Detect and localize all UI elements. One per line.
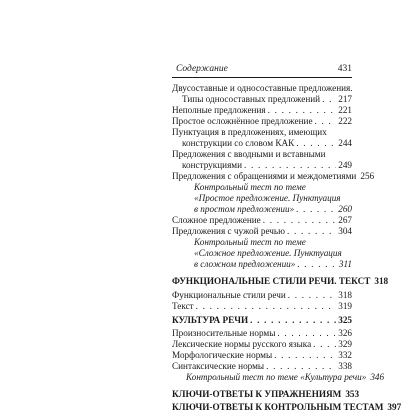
toc-entry bbox=[172, 105, 352, 116]
toc-entry-page: 318 bbox=[374, 276, 389, 286]
toc-entry-page: 397 bbox=[387, 402, 402, 412]
toc-entry bbox=[182, 160, 352, 171]
toc-entry bbox=[182, 138, 352, 149]
toc-entry bbox=[172, 339, 352, 350]
toc-entry bbox=[172, 127, 327, 138]
toc-section-title: КУЛЬТУРА РЕЧИ bbox=[172, 315, 249, 325]
toc-entry-title: Контрольный тест по теме bbox=[194, 182, 306, 192]
toc-entry bbox=[172, 149, 326, 160]
toc-entry-page: 244 bbox=[338, 138, 352, 148]
dot-leader bbox=[277, 328, 336, 339]
toc-entry-page: 260 bbox=[338, 204, 352, 214]
dot-leader bbox=[196, 301, 337, 312]
toc-entry-title: Синтаксические нормы bbox=[172, 361, 265, 371]
toc-entry bbox=[172, 328, 352, 339]
dot-leader bbox=[250, 315, 336, 326]
toc-entry-page: 319 bbox=[338, 301, 352, 311]
toc-entry-title: Пунктуация в предложениях, имеющих bbox=[172, 127, 327, 137]
toc-entry-title: Предложения с вводными и вставными bbox=[172, 149, 326, 159]
toc-entry-page: 222 bbox=[338, 116, 352, 126]
toc-entry-page: 318 bbox=[338, 290, 352, 300]
toc-entry-page: 311 bbox=[338, 259, 352, 269]
toc-entry-title: Неполные предложения bbox=[172, 105, 266, 115]
dot-leader bbox=[263, 215, 336, 226]
toc-entry-title: Функциональные стили речи bbox=[172, 290, 286, 300]
toc-entry-page: 332 bbox=[338, 350, 352, 360]
toc-entry-title: Типы односоставных предложений bbox=[182, 94, 321, 104]
toc-entry-title: Предложения с обращениями и междометиями bbox=[172, 171, 357, 181]
toc-entry-title: Контрольный тест по теме «Культура речи» bbox=[186, 372, 367, 382]
toc-entry bbox=[194, 182, 306, 193]
toc-entry bbox=[194, 237, 306, 248]
dot-leader bbox=[287, 226, 336, 237]
toc-entry bbox=[194, 204, 352, 215]
toc-entry-page: 353 bbox=[345, 389, 360, 399]
toc-entry-title: «Сложное предложение. Пунктуация bbox=[194, 248, 342, 258]
toc-section-entry bbox=[172, 276, 389, 287]
toc-entry-title: Простое осложнённое предложение bbox=[172, 116, 313, 126]
toc-entry-title: Предложения с чужой речью bbox=[172, 226, 285, 236]
toc-section-title: КЛЮЧИ-ОТВЕТЫ К КОНТРОЛЬНЫМ ТЕСТАМ bbox=[172, 402, 384, 412]
toc-entry-page: 221 bbox=[338, 105, 352, 115]
toc-entry-title: Произносительные нормы bbox=[172, 328, 276, 338]
toc-entry-title: Двусоставные и односоставные предложения. bbox=[172, 83, 353, 93]
toc-entry-title: Лексические нормы русского языка bbox=[172, 339, 312, 349]
toc-entry-title: Контрольный тест по теме bbox=[194, 237, 306, 247]
dot-leader bbox=[297, 259, 337, 270]
dot-leader bbox=[244, 160, 336, 171]
toc-entry-page: 325 bbox=[338, 315, 352, 325]
toc-entry bbox=[172, 350, 352, 361]
page-number: 431 bbox=[337, 64, 352, 74]
toc-entry-page: 304 bbox=[338, 226, 352, 236]
toc-entry-page: 326 bbox=[338, 328, 352, 338]
toc-section-title: КЛЮЧИ-ОТВЕТЫ К УПРАЖНЕНИЯМ bbox=[172, 389, 342, 399]
toc-entry bbox=[172, 226, 352, 237]
dot-leader bbox=[266, 361, 336, 372]
toc-entry-title: конструкции со словом КАК bbox=[182, 138, 295, 148]
toc-entry-page: 256 bbox=[360, 171, 375, 181]
toc-entry-page: 267 bbox=[338, 215, 352, 225]
toc-entry bbox=[172, 171, 375, 182]
dot-leader bbox=[268, 105, 337, 116]
toc-entry-page: 249 bbox=[338, 160, 352, 170]
toc-entry-page: 346 bbox=[370, 372, 385, 382]
toc-section-entry bbox=[172, 389, 360, 400]
toc-entry-page: 217 bbox=[338, 94, 352, 104]
toc-entry bbox=[172, 116, 352, 127]
dot-leader bbox=[288, 290, 336, 301]
toc-entry-title: Морфологические нормы bbox=[172, 350, 273, 360]
toc-section-entry bbox=[172, 315, 352, 326]
toc-entry bbox=[172, 290, 352, 301]
toc-entry bbox=[172, 83, 353, 94]
running-header-title: Содержание bbox=[176, 64, 228, 74]
dot-leader bbox=[322, 94, 336, 105]
toc-entry bbox=[194, 259, 352, 270]
toc-entry-title: «Простое предложение. Пунктуация bbox=[194, 193, 341, 203]
dot-leader bbox=[274, 350, 336, 361]
toc-entry-page: 329 bbox=[338, 339, 352, 349]
toc-entry bbox=[186, 372, 385, 383]
toc-entry bbox=[172, 361, 352, 372]
toc-entry-title: в простом предложении» bbox=[194, 204, 295, 214]
toc-entry-title: Текст bbox=[172, 301, 194, 311]
toc-entry bbox=[172, 301, 352, 312]
toc-entry bbox=[194, 248, 342, 259]
dot-leader bbox=[296, 204, 336, 215]
dot-leader bbox=[296, 138, 336, 149]
toc-section-title: ФУНКЦИОНАЛЬНЫЕ СТИЛИ РЕЧИ. ТЕКСТ bbox=[172, 276, 371, 286]
toc-entry-page: 338 bbox=[338, 361, 352, 371]
toc-entry bbox=[172, 215, 352, 226]
toc-section-entry bbox=[172, 402, 402, 413]
toc-entry bbox=[194, 193, 341, 204]
toc-entry-title: конструкциями bbox=[182, 160, 243, 170]
dot-leader bbox=[313, 339, 336, 350]
toc-entry-title: в сложном предложении» bbox=[194, 259, 296, 269]
dot-leader bbox=[315, 116, 337, 127]
toc-entry-title: Сложное предложение bbox=[172, 215, 261, 225]
toc-entry bbox=[182, 94, 352, 105]
